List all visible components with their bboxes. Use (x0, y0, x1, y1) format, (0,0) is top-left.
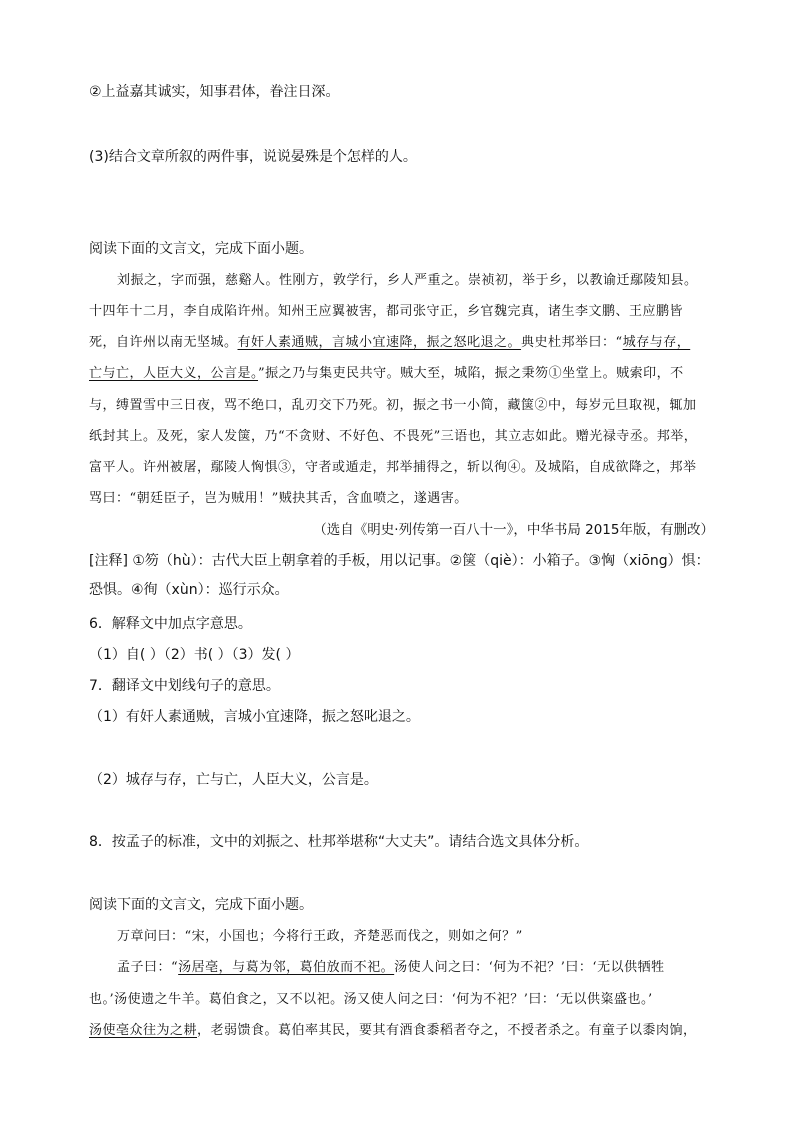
passage-line: 富平人。许州被屠，鄢陵人恟惧③，守者或遁走，邦举捕得之，斩以徇④。及城陷，自成欲降之，邦举 (89, 460, 697, 475)
underlined-sentence-2b: 亡与亡，人臣大义，公言是。 (89, 366, 259, 381)
source-citation: （选自《明史·列传第一百八十一》，中华书局 2015年版，有删改） (313, 522, 714, 538)
passage2-line (89, 1021, 697, 1041)
text-line: ②上益嘉其诚实，知事君体，眷注日深。 (89, 84, 340, 100)
annotation-line: [注释] ①笏（hù）：古代大臣上朝拿着的手板，用以记事。②箧（qiè）：小箱子。③恟（xiōng）惧： (89, 553, 710, 569)
section-instruction: 阅读下面的文言文，完成下面小题。 (89, 241, 313, 257)
underlined-sentence-2a: 城存与存， (622, 335, 691, 350)
passage2-line (117, 958, 665, 978)
passage-text: 孟子曰：“ (117, 960, 179, 975)
passage-text: 汤使人问之曰：‘何为不祀？’曰：‘无以供牺牲 (394, 960, 665, 975)
passage-text: 死，自许州以南无坚城。 (89, 335, 238, 350)
annotation-line: 恐惧。④徇（xùn）：巡行示众。 (89, 582, 289, 598)
passage2-line: 万章问曰：“宋，小国也；今将行王政，齐楚恶而伐之，则如之何？” (117, 929, 523, 944)
underlined-sentence-3: 汤居亳，与葛为邻，葛伯放而不祀。 (178, 960, 395, 975)
passage-text: ”振之乃与集吏民共守。贼大至，城陷，振之秉笏①坐堂上。贼索印，不 (258, 366, 684, 381)
passage-line: 十四年十二月，李自成陷许州。知州王应翼被害，都司张守正，乡官魏完真，诸生李文鹏、王应鹏皆 (89, 304, 684, 319)
question-6: 6．解释文中加点字意思。 (89, 616, 252, 632)
question-7-item-1: （1）有奸人素通贼，言城小宜速降，振之怒叱退之。 (89, 709, 420, 725)
passage-line: 骂曰：“朝廷臣子，岂为贼用！”贼抉其舌，含血喷之，遂遇害。 (89, 491, 468, 506)
question-3: (3)结合文章所叙的两件事，说说晏殊是个怎样的人。 (89, 149, 417, 165)
passage-line: 纸封其上。及死，家人发箧，乃“不贪财、不好色、不畏死”三语也，其立志如此。赠光禄寺丞。邦举， (89, 429, 698, 444)
passage-text: 典史杜邦举曰：“ (521, 335, 623, 350)
underlined-sentence-1: 有奸人素通贼，言城小宜速降，振之怒叱退之。 (237, 335, 522, 350)
passage-line: 刘振之，字而强，慈谿人。性刚方，敦学行，乡人严重之。崇祯初，举于乡，以教谕迁鄢陵知县。 (117, 273, 698, 288)
question-8: 8．按孟子的标准，文中的刘振之、杜邦举堪称“大丈夫”。请结合选文具体分析。 (89, 834, 589, 850)
question-7: 7．翻译文中划线句子的意思。 (89, 678, 280, 694)
passage-text: ，老弱馈食。葛伯率其民，要其有酒食黍稻者夺之，不授者杀之。有童子以黍肉饷， (197, 1023, 697, 1038)
question-6-blanks: （1）自( ）（2）书( ）（3）发( ） (89, 647, 300, 663)
question-7-item-2: （2）城存与存，亡与亡，人臣大义，公言是。 (89, 772, 378, 788)
passage2-line: 也。’汤使遗之牛羊。葛伯食之，又不以祀。汤又使人问之曰：‘何为不祀？’曰：‘无以供粢盛也。’ (89, 992, 653, 1007)
section-instruction-2: 阅读下面的文言文，完成下面小题。 (89, 897, 313, 913)
passage-line: 与，缚置雪中三日夜，骂不绝口，乱刃交下乃死。初，振之书一小简，藏箧②中，每岁元旦取视，辄加 (89, 398, 697, 413)
passage-line (89, 333, 690, 353)
underlined-sentence-4: 汤使亳众往为之耕 (89, 1023, 198, 1038)
passage-line (89, 364, 684, 384)
